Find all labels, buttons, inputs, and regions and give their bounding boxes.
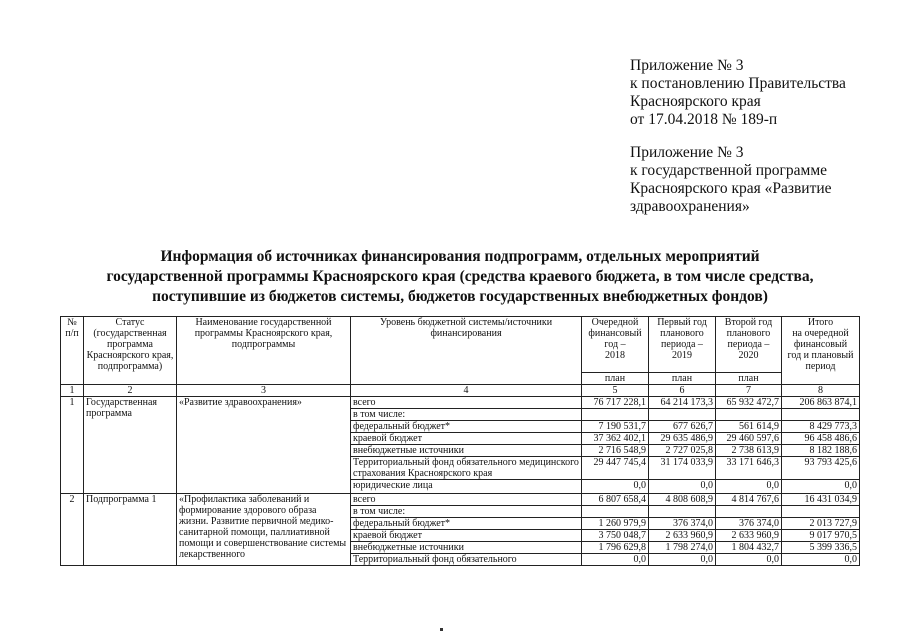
- value-2020: [716, 409, 782, 421]
- value-total: 2 013 727,9: [782, 518, 860, 530]
- header-line: 2020: [738, 350, 759, 361]
- row-number: 1: [61, 397, 84, 494]
- document-title: [60, 247, 860, 307]
- value-2019: 29 635 486,9: [649, 433, 716, 445]
- plan-label: план: [716, 373, 782, 385]
- value-2020: 29 460 597,6: [716, 433, 782, 445]
- header-line: год –: [604, 339, 626, 350]
- header-level: [351, 317, 582, 385]
- header-line: подпрограммы: [231, 339, 296, 350]
- header-total: [782, 317, 860, 385]
- row-number: 2: [61, 494, 84, 566]
- value-2020: 376 374,0: [716, 518, 782, 530]
- level-label: краевой бюджет: [351, 530, 582, 542]
- plan-label: план: [582, 373, 649, 385]
- header-line: планового: [660, 328, 704, 339]
- appendix-line: Приложение № 3: [630, 57, 744, 74]
- header-line: 2019: [672, 350, 692, 361]
- value-2020: 0,0: [716, 554, 782, 566]
- header-2020: [716, 317, 782, 373]
- scan-speck: [440, 628, 443, 631]
- header-line: программа: [107, 339, 153, 350]
- row-status: Государственная программа: [84, 397, 177, 494]
- col-number: 1: [61, 385, 84, 397]
- value-total: 8 429 773,3: [782, 421, 860, 433]
- value-2020: 1 804 432,7: [716, 542, 782, 554]
- header-line: №: [67, 317, 77, 328]
- value-2020: 33 171 646,3: [716, 457, 782, 480]
- value-2020: 561 614,9: [716, 421, 782, 433]
- appendix-line: Красноярского края: [630, 93, 761, 110]
- financing-table: [60, 316, 860, 566]
- row-status: Подпрограмма 1: [84, 494, 177, 566]
- value-2019: 0,0: [649, 480, 716, 494]
- level-label: всего: [351, 494, 582, 506]
- value-2020: [716, 506, 782, 518]
- value-2018: 6 807 658,4: [582, 494, 649, 506]
- header-line: Статус: [115, 317, 145, 328]
- value-2018: 76 717 228,1: [582, 397, 649, 409]
- value-2018: 0,0: [582, 480, 649, 494]
- value-total: [782, 409, 860, 421]
- value-2020: 4 814 767,6: [716, 494, 782, 506]
- header-line: на очередной: [792, 328, 849, 339]
- value-2019: 376 374,0: [649, 518, 716, 530]
- header-line: финансирования: [430, 328, 502, 339]
- value-2019: [649, 506, 716, 518]
- header-row: [61, 317, 860, 373]
- level-label: федеральный бюджет*: [351, 518, 582, 530]
- value-total: 8 182 188,6: [782, 445, 860, 457]
- value-2018: [582, 409, 649, 421]
- value-2018: [582, 506, 649, 518]
- col-number: 2: [84, 385, 177, 397]
- value-2019: 64 214 173,3: [649, 397, 716, 409]
- value-2019: 1 798 274,0: [649, 542, 716, 554]
- header-line: программы Красноярского края,: [194, 328, 333, 339]
- level-label: внебюджетные источники: [351, 542, 582, 554]
- level-label: в том числе:: [351, 409, 582, 421]
- value-2020: 2 738 613,9: [716, 445, 782, 457]
- value-2019: 2 633 960,9: [649, 530, 716, 542]
- level-label: всего: [351, 397, 582, 409]
- plan-label: план: [649, 373, 716, 385]
- level-label: юридические лица: [351, 480, 582, 494]
- header-line: периода –: [661, 339, 703, 350]
- header-line: Уровень бюджетной системы/источники: [379, 317, 553, 328]
- header-line: (государственная: [93, 328, 167, 339]
- value-2020: 65 932 472,7: [716, 397, 782, 409]
- appendix-to-program: [630, 144, 832, 216]
- header-line: 2018: [605, 350, 625, 361]
- value-2018: 1 796 629,8: [582, 542, 649, 554]
- value-total: 0,0: [782, 480, 860, 494]
- appendix-line: Красноярского края «Развитие: [630, 180, 832, 197]
- header-num: [61, 317, 84, 385]
- value-2018: 7 190 531,7: [582, 421, 649, 433]
- value-2019: 677 626,7: [649, 421, 716, 433]
- level-label: внебюджетные источники: [351, 445, 582, 457]
- header-status: [84, 317, 177, 385]
- value-2020: 2 633 960,9: [716, 530, 782, 542]
- row-program-name: «Профилактика заболеваний и формирование здорового образа жизни. Развитие первичной медико-санитарной помощи, паллиативной помощи и совершенствование системы лекарственного: [177, 494, 351, 566]
- title-line: Информация об источниках финансирования подпрограмм, отдельных мероприятий: [160, 248, 760, 265]
- level-label: Территориальный фонд обязательного: [351, 554, 582, 566]
- header-line: планового: [726, 328, 771, 339]
- header-line: Наименование государственной: [195, 317, 332, 328]
- table-row: [61, 397, 860, 409]
- header-line: Красноярского края,: [86, 350, 174, 361]
- header-line: период: [805, 361, 836, 372]
- level-label: Территориальный фонд обязательного медицинского страхования Красноярского края: [351, 457, 582, 480]
- header-line: периода –: [727, 339, 770, 350]
- value-2018: 1 260 979,9: [582, 518, 649, 530]
- value-2018: 37 362 402,1: [582, 433, 649, 445]
- level-label: в том числе:: [351, 506, 582, 518]
- header-line: финансовый: [588, 328, 642, 339]
- value-2019: 31 174 033,9: [649, 457, 716, 480]
- header-2018: [582, 317, 649, 373]
- level-label: краевой бюджет: [351, 433, 582, 445]
- value-2018: 3 750 048,7: [582, 530, 649, 542]
- value-2019: [649, 409, 716, 421]
- col-number: 5: [582, 385, 649, 397]
- col-number: 4: [351, 385, 582, 397]
- col-number: 6: [649, 385, 716, 397]
- column-number-row: [61, 385, 860, 397]
- header-line: год и плановый: [787, 350, 854, 361]
- value-2018: 29 447 745,4: [582, 457, 649, 480]
- value-2019: 4 808 608,9: [649, 494, 716, 506]
- value-total: 96 458 486,6: [782, 433, 860, 445]
- header-name: [177, 317, 351, 385]
- value-total: [782, 506, 860, 518]
- value-2018: 0,0: [582, 554, 649, 566]
- appendix-line: к государственной программе: [630, 162, 828, 179]
- value-total: 9 017 970,5: [782, 530, 860, 542]
- header-line: подпрограмма): [97, 361, 163, 372]
- row-program-name: «Развитие здравоохранения»: [177, 397, 351, 494]
- appendix-to-resolution: [630, 57, 846, 129]
- value-total: 16 431 034,9: [782, 494, 860, 506]
- value-total: 206 863 874,1: [782, 397, 860, 409]
- table-row: [61, 494, 860, 506]
- value-total: 5 399 336,5: [782, 542, 860, 554]
- appendix-line: здравоохранения»: [630, 198, 750, 215]
- appendix-line: к постановлению Правительства: [630, 75, 846, 92]
- title-line: поступившие из бюджетов системы, бюджетов государственных внебюджетных фондов): [152, 288, 768, 305]
- header-line: Очередной: [591, 317, 639, 328]
- header-line: финансовый: [793, 339, 848, 350]
- value-2020: 0,0: [716, 480, 782, 494]
- value-total: 0,0: [782, 554, 860, 566]
- value-2019: 2 727 025,8: [649, 445, 716, 457]
- level-label: федеральный бюджет*: [351, 421, 582, 433]
- header-line: п/п: [65, 328, 79, 339]
- title-line: государственной программы Красноярского края (средства краевого бюджета, в том числе средства,: [106, 268, 814, 285]
- col-number: 3: [177, 385, 351, 397]
- appendix-line: от 17.04.2018 № 189-п: [630, 111, 778, 128]
- col-number: 8: [782, 385, 860, 397]
- header-line: Второй год: [724, 317, 773, 328]
- header-line: Итого: [807, 317, 834, 328]
- header-2019: [649, 317, 716, 373]
- appendix-line: Приложение № 3: [630, 144, 744, 161]
- value-total: 93 793 425,6: [782, 457, 860, 480]
- header-line: Первый год: [657, 317, 707, 328]
- value-2019: 0,0: [649, 554, 716, 566]
- col-number: 7: [716, 385, 782, 397]
- value-2018: 2 716 548,9: [582, 445, 649, 457]
